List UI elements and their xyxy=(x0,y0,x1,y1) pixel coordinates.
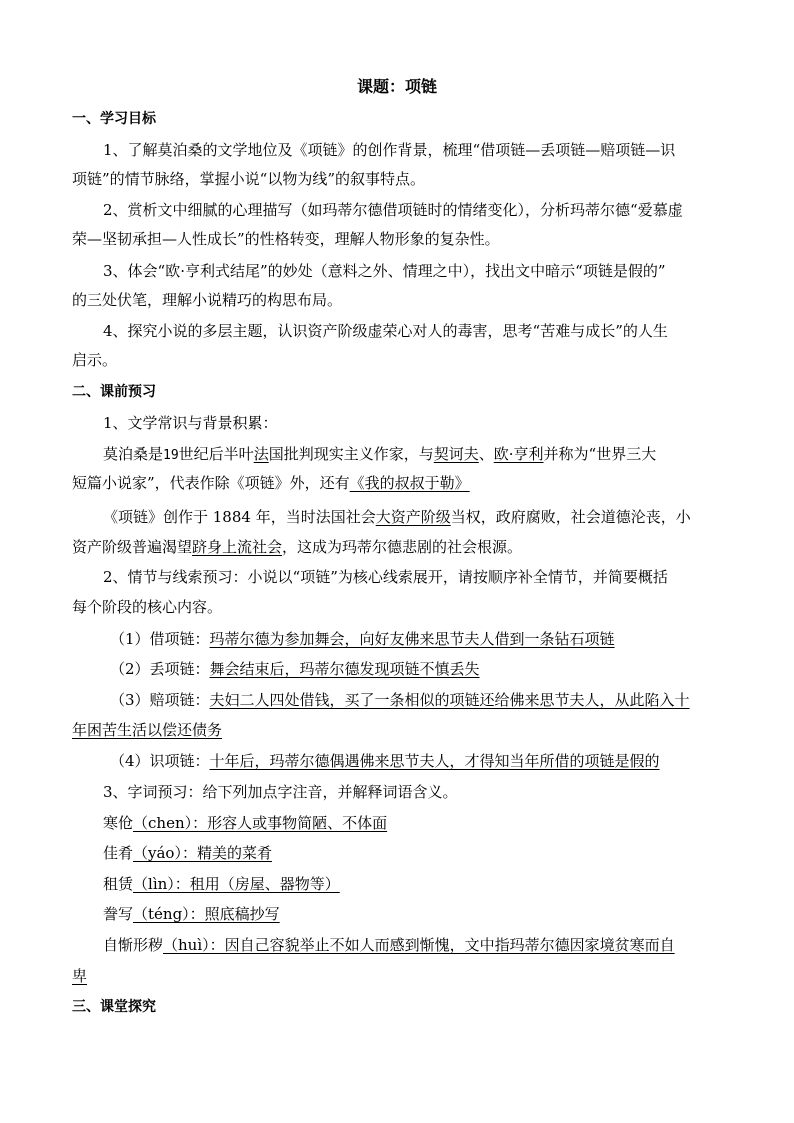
word-term: 自惭形秽 xyxy=(103,936,164,954)
fill-answer: 欧·亨利 xyxy=(493,445,544,463)
plot-answer: 十年后，玛蒂尔德偶遇佛来思节夫人，才得知当年所借的项链是假的 xyxy=(209,752,660,770)
word-term: 租赁 xyxy=(103,875,134,893)
plot-recognize xyxy=(110,751,660,771)
word-term: 寒伧 xyxy=(103,814,134,832)
text-run: 短篇小说家”，代表作除《项链》外，还有 xyxy=(72,474,350,492)
section-heading-preview: 二、课前预习 xyxy=(72,384,156,400)
goal-1-line-1: 1、了解莫泊桑的文学地位及《项链》的创作背景，梳理“借项链—丢项链—赔项链—识 xyxy=(103,141,676,159)
plot-label: （2）丢项链： xyxy=(110,660,210,678)
page-title: 课题：项链 xyxy=(356,77,437,96)
word-answer: 卑 xyxy=(72,967,88,985)
text-run: ，这成为玛蒂尔德悲剧的社会根源。 xyxy=(282,538,523,556)
plot-repay-line-1 xyxy=(110,690,690,710)
word-answer: （lìn）：租用（房屋、器物等） xyxy=(133,875,340,893)
word-entry xyxy=(103,813,387,833)
text-run: 当权，政府腐败，社会道德沦丧，小 xyxy=(450,508,691,526)
goal-1-line-2: 项链”的情节脉络，掌握小说“以物为线”的叙事特点。 xyxy=(72,170,426,188)
word-entry xyxy=(103,843,272,863)
word-answer: （huì）：因自己容貌举止不如人而感到惭愧，文中指玛蒂尔德因家境贫寒而自 xyxy=(163,936,675,954)
text-run: 国批判现实主义作家，与 xyxy=(268,445,434,463)
text-run: 19 xyxy=(163,448,179,463)
word-term: 誊写 xyxy=(103,905,134,923)
plot-answer: 舞会结束后，玛蒂尔德发现项链不慎丢失 xyxy=(209,660,480,678)
plot-label: （1）借项链： xyxy=(110,630,210,648)
fill-answer: 《我的叔叔于勒》 xyxy=(349,474,470,492)
word-entry-continuation xyxy=(72,966,87,986)
text-run: 并称为“世界三大 xyxy=(543,445,657,463)
fill-answer: 契诃夫 xyxy=(433,445,479,463)
literary-para-1-line-1 xyxy=(103,444,656,464)
goal-4-line-1: 4、探究小说的多层主题，认识资产阶级虚荣心对人的毒害，思考“苦难与成长”的人生 xyxy=(103,322,668,340)
preview-item-2-line-1: 2、情节与线索预习：小说以“项链”为核心线索展开，请按顺序补全情节，并简要概括 xyxy=(103,568,668,586)
goal-3-line-1: 3、体会“欧·亨利式结尾”的妙处（意料之外、情理之中），找出文中暗示“项链是假的” xyxy=(103,262,666,280)
goal-4-line-2: 启示。 xyxy=(72,351,118,369)
text-run: 、 xyxy=(478,445,494,463)
word-entry xyxy=(103,904,280,924)
plot-answer: 年困苦生活以偿还债务 xyxy=(72,721,223,739)
word-answer: （yáo）：精美的菜肴 xyxy=(133,844,272,862)
literary-para-1-line-2 xyxy=(72,473,470,493)
plot-answer: 夫妇二人四处借钱，买了一条相似的项链还给佛来思节夫人，从此陷入十 xyxy=(209,691,690,709)
plot-label: （3）赔项链： xyxy=(110,691,210,709)
text-run: 《项链》创作于 1884 年，当时法国社会 xyxy=(103,508,376,526)
section-heading-goals: 一、学习目标 xyxy=(72,111,156,127)
goal-2-line-2: 荣—坚韧承担—人性成长”的性格转变，理解人物形象的复杂性。 xyxy=(72,230,500,248)
fill-answer: 大资产阶级 xyxy=(375,508,451,526)
word-entry xyxy=(103,874,340,894)
text-run: 莫泊桑是 xyxy=(103,445,164,463)
preview-item-3: 3、字词预习：给下列加点字注音，并解释词语含义。 xyxy=(103,783,458,801)
goal-2-line-1: 2、赏析文中细腻的心理描写（如玛蒂尔德借项链时的情绪变化），分析玛蒂尔德“爱慕虚 xyxy=(103,201,683,219)
text-run: 资产阶级普遍渴望 xyxy=(72,538,193,556)
plot-answer: 玛蒂尔德为参加舞会，向好友佛来思节夫人借到一条钻石项链 xyxy=(209,630,615,648)
word-answer: （chen）：形容人或事物简陋、不体面 xyxy=(133,814,388,832)
word-entry xyxy=(103,935,675,955)
plot-repay-line-2 xyxy=(72,720,222,740)
word-term: 佳肴 xyxy=(103,844,134,862)
fill-answer: 跻身上流社会 xyxy=(192,538,283,556)
goal-3-line-2: 的三处伏笔，理解小说精巧的构思布局。 xyxy=(72,291,343,309)
plot-borrow xyxy=(110,629,615,649)
plot-label: （4）识项链： xyxy=(110,752,210,770)
fill-answer: 法 xyxy=(253,445,269,463)
section-heading-inquiry: 三、课堂探究 xyxy=(72,999,156,1015)
preview-item-1: 1、文学常识与背景积累： xyxy=(103,414,278,432)
background-para-line-1 xyxy=(103,507,691,527)
text-run: 世纪后半叶 xyxy=(178,445,254,463)
word-answer: （téng）：照底稿抄写 xyxy=(133,905,280,923)
plot-lose xyxy=(110,659,480,679)
preview-item-2-line-2: 每个阶段的核心内容。 xyxy=(72,598,223,616)
background-para-line-2 xyxy=(72,537,522,557)
